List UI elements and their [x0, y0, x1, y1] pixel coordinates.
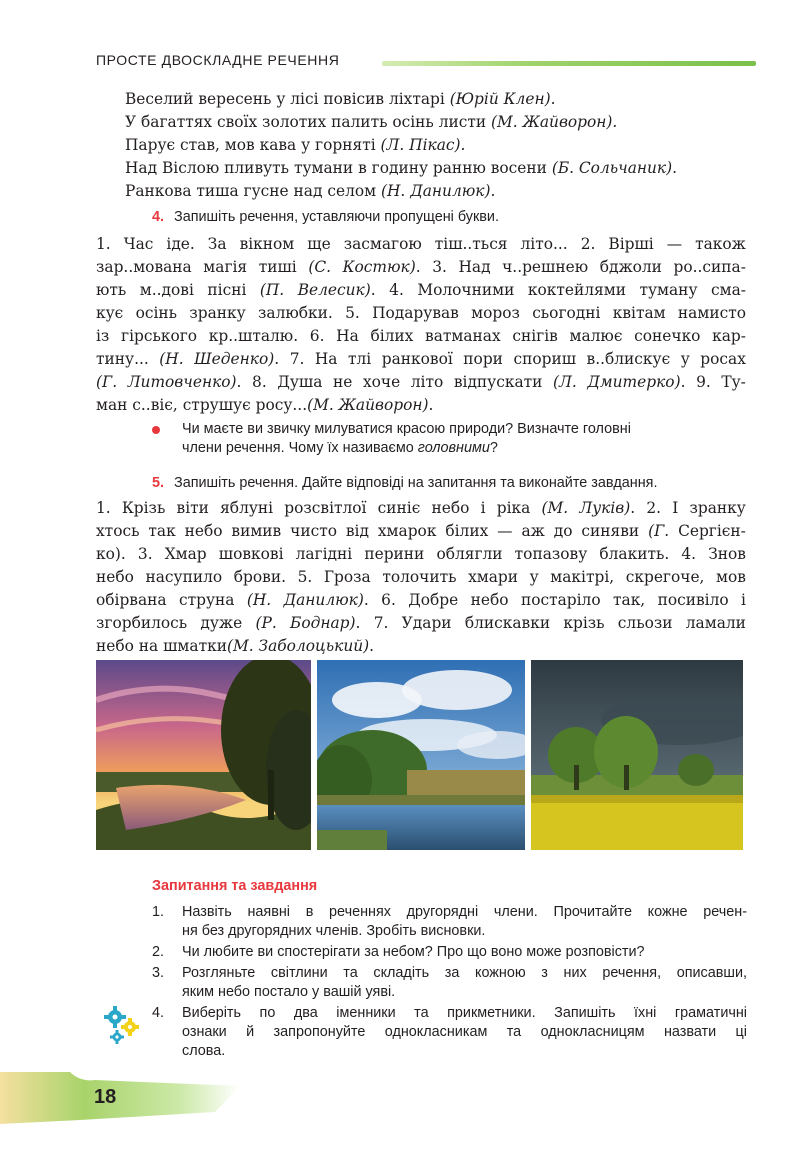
task-number: 5.	[152, 475, 165, 491]
task-5-instruction	[152, 474, 752, 493]
sunset-river-photo	[96, 660, 311, 850]
poem-line: Парує став, мов кава у горняті (Л. Пікас).	[125, 136, 466, 154]
question-number: 4.	[152, 1005, 165, 1021]
question-item	[152, 903, 747, 941]
page-number: 18	[94, 1086, 117, 1108]
text-line: обірвана струна (Н. Данилюк). 6. Добре небо постаріло так, посивіло і	[96, 591, 746, 609]
text-line: із гірського кр..шталю. 6. На білих ватманах снігів малює сонечко кар-	[96, 327, 746, 345]
question-item	[152, 1004, 747, 1061]
question-line: слова.	[182, 1043, 226, 1059]
question-line: ознаки й запропонуйте однокласникам та однокласницям назвати ці	[182, 1024, 747, 1040]
author-credit: (Б. Сольчаник).	[551, 159, 678, 177]
question-item	[152, 964, 747, 1002]
question-number: 1.	[152, 904, 165, 920]
text-line: (Г. Литовченко). 8. Душа не хоче літо відпускати (Л. Дмитерко). 9. Ту-	[96, 373, 746, 391]
question-number: 3.	[152, 965, 165, 981]
storm-field-photo	[531, 660, 743, 850]
poem-line: У багаттях своїх золотих палить осінь листи (М. Жайворон).	[125, 113, 618, 131]
text-line: хтось так небо вимив чисто від хмарок білих — аж до синяви (Г. Сергієн-	[96, 522, 746, 540]
footer-band	[0, 1072, 240, 1124]
section-title: ПРОСТЕ ДВОСКЛАДНЕ РЕЧЕННЯ	[96, 52, 340, 68]
question-line: Чи любите ви спостерігати за небом? Про що воно може розповісти?	[182, 944, 645, 960]
poem-line: Над Віслою пливуть тумани в годину ранню восени (Б. Сольчаник).	[125, 159, 678, 177]
poem-line: Ранкова тиша гусне над селом (Н. Данилюк).	[125, 182, 496, 200]
task-5-text	[96, 497, 746, 658]
bullet-line: члени речення. Чому їх називаємо	[182, 440, 418, 456]
header-rule	[382, 61, 756, 66]
author-credit: (Юрій Клен).	[449, 90, 556, 108]
task-4-instruction	[152, 208, 752, 227]
text-line: ман с..віє, струшує росу... (М. Жайворон) .	[96, 396, 434, 414]
author-credit: (М. Жайворон).	[491, 113, 618, 131]
text-line: 1. Крізь віти яблуні розсвітлої синіє небо і ріка (М. Луків). 2. І зранку	[96, 499, 746, 517]
task-instruction: Запишіть речення, уставляючи пропущені букви.	[174, 209, 499, 225]
text-line: ко). 3. Хмар шовкові лагідні перини облягли топазову блакить. 4. Знов	[96, 545, 746, 563]
question-line: Назвіть наявні в реченнях другорядні члени. Прочитайте кожне речен-	[182, 904, 747, 920]
questions-title: Запитання та завдання	[152, 878, 318, 894]
page-header	[96, 52, 756, 72]
text-line: небо насупило брови. 5. Гроза толочить хмари у макітрі, скрегоче, мов	[96, 568, 746, 586]
question-line: яким небо постало у вашій уяві.	[182, 984, 396, 1000]
question-line: Виберіть по два іменники та прикметники. Запишіть їхні граматичні	[182, 1005, 747, 1021]
bullet-italic: головними	[417, 440, 490, 456]
task-4-text	[96, 233, 746, 417]
text-line: небо на шматки (М. Заболоцький) .	[96, 637, 375, 655]
author-credit: (Л. Пікас).	[380, 136, 466, 154]
text-line: згорбилось дуже (Р. Боднар). 7. Удари блискавки крізь сльози ламали	[96, 614, 746, 632]
question-item	[152, 943, 747, 962]
question-number: 2.	[152, 944, 165, 960]
photo-strip	[96, 660, 743, 850]
text-line: тину... (Н. Шеденко). 7. На тлі ранкової пори спориш в..блискує у росах	[96, 350, 746, 368]
task-instruction: Запишіть речення. Дайте відповіді на запитання та виконайте завдання.	[174, 475, 658, 491]
questions-list	[152, 903, 747, 1063]
task-number: 4.	[152, 209, 165, 225]
text-line: зар..мована магія тиші (С. Костюк). 3. Над ч..решнею бджоли ро..сипа-	[96, 258, 746, 276]
poem-line: Веселий вересень у лісі повісив ліхтарі (Юрій Клен).	[125, 90, 556, 108]
question-line: Розгляньте світлини та складіть за кожною з них речення, описавши,	[182, 965, 747, 981]
text-line: кує осінь зранку залюбки. 5. Подарував мороз сьогодні квітам намисто	[96, 304, 746, 322]
bullet-icon	[152, 426, 160, 434]
blue-sky-lake-photo	[317, 660, 525, 850]
text-line: ють м..дові пісні (П. Велесик). 4. Молочними коктейлями туману сма-	[96, 281, 746, 299]
bullet-line: Чи маєте ви звичку милуватися красою природи? Визначте головні	[182, 421, 631, 437]
text-line: 1. Час іде. За вікном ще засмагою тіш..ться літо... 2. Вірші — також	[96, 235, 746, 253]
author-credit: (Н. Данилюк).	[381, 182, 496, 200]
question-line: ня без другорядних членів. Зробіть висновки.	[182, 923, 486, 939]
poem-block	[125, 88, 765, 203]
gears-icon	[102, 1005, 142, 1045]
